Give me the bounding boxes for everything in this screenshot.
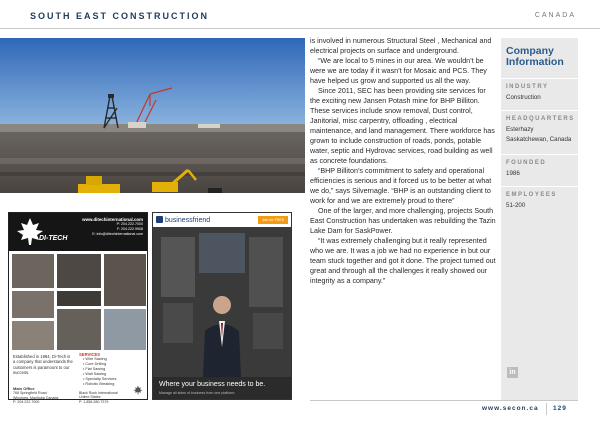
office2-name: Black Rock International — [79, 391, 118, 395]
service-item: • Robotic Breaking — [83, 382, 143, 387]
footer-url[interactable]: www.secon.ca — [482, 405, 539, 412]
service-item: • Wire Sawing — [83, 357, 143, 362]
info-value: Esterhazy Saskatchewan, Canada — [506, 126, 572, 143]
businessman-photo — [153, 227, 291, 377]
page-number: 129 — [553, 405, 567, 412]
ditech-intro: Established in 1984, Di-Tech is a company that understands the customers is paramount to our success. — [13, 354, 73, 376]
info-employees — [501, 186, 578, 211]
businessfriend-logo-icon — [156, 216, 163, 223]
service-item: • Specialty Services — [83, 377, 143, 382]
ditech-photo — [57, 309, 101, 350]
office-address: 768 Springfield Road — [13, 391, 47, 396]
ditech-services — [79, 352, 143, 387]
info-label: INDUSTRY — [506, 84, 549, 90]
section-divider — [501, 78, 578, 79]
businessfriend-topbar — [153, 213, 291, 227]
info-value: 51-200 — [506, 202, 526, 209]
ditech-photo — [12, 291, 54, 318]
businessfriend-logo — [156, 216, 210, 224]
sidebar-heading: Company Information — [506, 45, 564, 68]
ditech-email[interactable]: E: info@ditechinternational.com — [92, 232, 143, 236]
company-info-sidebar — [501, 38, 578, 400]
maple-leaf-logo-icon — [13, 217, 47, 247]
ditech-header — [9, 213, 147, 251]
ditech-photo — [12, 321, 54, 350]
ditech-contact — [82, 217, 143, 237]
office-phone: P: 204.222.7000 — [13, 400, 40, 405]
article-paragraph: One of the larger, and more challenging, projects South East Construction has undertaken was rebuilding the Tazin Lake Dam for SaskPower. — [310, 207, 496, 235]
article-paragraph: Since 2011, SEC has been providing site services for the exciting new Jansen Potash mine for BHP Billiton. These services include snow removal, Dust control, Janitorial, misc carpentry, offloading , electrical maintenance, and land management. There workforce has grown to include construction of roads, ponds, potable water, septic and Hydrovac services, road building as well as concrete foundations. — [310, 87, 495, 165]
office-heading: Main Office — [13, 386, 35, 391]
section-divider — [501, 186, 578, 187]
office-city: Winnipeg, Manitoba Canada — [13, 395, 59, 400]
ditech-photo-grid — [12, 254, 146, 350]
article-body — [310, 36, 496, 286]
ditech-photo — [104, 254, 146, 306]
info-industry — [501, 78, 578, 103]
header-divider — [0, 28, 600, 29]
ditech-phone: P: 204.222.7000 — [116, 222, 143, 226]
section-divider — [501, 154, 578, 155]
article-paragraph: “It was extremely challenging but it really represented who we are. It was a job we had no experience in but our team stuck together and got it done. The project turned out great and through all the challenges it really showed our integrity as a company.” — [310, 237, 496, 285]
businessfriend-advertisement[interactable] — [152, 212, 292, 400]
services-heading: SERVICES — [79, 352, 101, 357]
ditech-website[interactable]: www.ditechinternational.com — [82, 217, 143, 222]
country-label: CANADA — [534, 12, 576, 19]
info-headquarters — [501, 110, 578, 145]
section-divider — [501, 110, 578, 111]
service-item: • Wall Sawing — [83, 372, 143, 377]
office2-country: United States — [79, 395, 101, 400]
maple-leaf-badge-icon — [133, 385, 143, 395]
ditech-photo — [57, 254, 101, 288]
page-header — [0, 0, 600, 30]
service-item: • Core Drilling — [83, 362, 143, 367]
linkedin-icon[interactable]: in — [507, 367, 518, 378]
info-founded — [501, 154, 578, 179]
footer-divider — [310, 400, 578, 401]
info-label: EMPLOYEES — [506, 192, 557, 198]
businessfriend-tagline: Where your business needs to be. — [159, 381, 266, 388]
ditech-photo — [57, 291, 101, 306]
ditech-brand: DI-TECH — [39, 235, 68, 242]
ditech-advertisement[interactable] — [8, 212, 148, 405]
info-value: 1986 — [506, 170, 520, 177]
info-value: Construction — [506, 94, 541, 101]
info-label: FOUNDED — [506, 160, 547, 166]
businessfriend-subline: Manage all sides of business from one platform. — [159, 391, 236, 395]
info-label: HEADQUARTERS — [506, 116, 575, 122]
businessfriend-brand: businessfriend — [165, 217, 211, 224]
ditech-photo — [12, 254, 54, 288]
article-paragraph: “BHP Billiton’s commitment to safety and operational efficiencies is serious and it forced us to be better at what we do,” says Silvernagle. “BHP is an outstanding client to work for and we are extremely proud to there” — [310, 167, 492, 205]
article-paragraph: is involved in numerous Structural Steel , Mechanical and electrical projects on surface and underground. — [310, 37, 492, 55]
article-paragraph: “We are local to 5 mines in our area. We wouldn’t be were we are today if it wasn’t for Mosaic and PCS. They have helped us grow and supported us all the way. — [310, 57, 487, 85]
office2-phone: P: 1.855.280.7379 — [79, 399, 109, 404]
services-list — [79, 357, 143, 387]
mine-site-photo — [0, 38, 305, 193]
ditech-fax: F: 204.222.9908 — [116, 227, 143, 231]
service-item: • Flat Sawing — [83, 367, 143, 372]
footer-separator — [546, 403, 547, 415]
ditech-photo — [104, 309, 146, 350]
section-title: SOUTH EAST CONSTRUCTION — [30, 11, 210, 21]
join-free-button[interactable]: Join for FREE — [258, 216, 288, 224]
